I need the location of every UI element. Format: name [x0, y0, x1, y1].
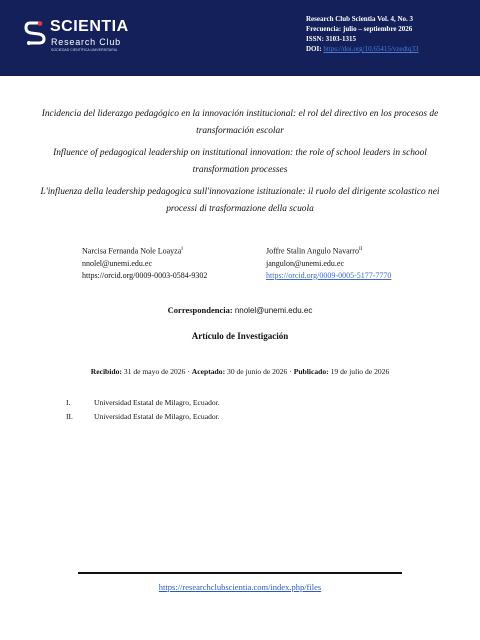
article-type: Artículo de Investigación [191, 331, 289, 341]
date-separator: · [187, 367, 190, 376]
received-label: Recibido: [90, 367, 122, 376]
scientia-logo-icon [24, 20, 46, 46]
publication-dates [0, 367, 480, 376]
correspondence-label: Correspondencia: [167, 305, 233, 315]
journal-name: Research Club Scientia Vol. 4, No. 3 [306, 15, 414, 23]
affiliation-item [66, 410, 220, 424]
issn: ISSN: 3103-1315 [306, 35, 356, 43]
author-name-text: Joffre Stalin Angulo Navarro [266, 246, 359, 256]
logo-title: SCIENTIA [50, 18, 129, 35]
affiliation-item [66, 396, 220, 410]
logo-subtitle: Research Club [51, 37, 121, 47]
author-name-text: Narcisa Fernanda Nole Loayza [82, 246, 182, 256]
doi-label: DOI: [306, 45, 324, 53]
affiliation-number: II. [66, 412, 73, 421]
affiliation-text: Universidad Estatal de Milagro, Ecuador. [94, 412, 220, 421]
received-date: 31 de mayo de 2026 [123, 367, 186, 376]
author-2 [266, 244, 391, 282]
author-affil-sup: II [358, 247, 363, 252]
date-separator: · [289, 367, 292, 376]
author-orcid-link[interactable]: https://orcid.org/0009-0005-5177-7770 [266, 270, 392, 280]
accepted-date: 30 de junio de 2026 [227, 367, 288, 376]
correspondence-email: nnolel@unemi.edu.ec [234, 306, 313, 315]
frequency: Frecuencia: julio – septiembre 2026 [306, 25, 413, 33]
author-email: jangulon@unemi.edu.ec [266, 258, 345, 268]
title-italian: L'influenza della leadership pedagogica sull'innovazione istituzionale: il ruolo del dirigente scolastico nei processi di trasformazione della scuola [40, 187, 440, 214]
article-titles [40, 106, 440, 223]
journal-meta [306, 14, 418, 54]
published-label: Publicado: [293, 367, 329, 376]
affiliations [66, 396, 220, 424]
author-name [266, 244, 391, 258]
doi-line [306, 44, 418, 54]
correspondence [0, 305, 480, 315]
title-english: Influence of pedagogical leadership on institutional innovation: the role of school leaders in school transformation processes [53, 148, 427, 175]
author-1 [82, 244, 207, 282]
affiliation-number: I. [66, 398, 71, 407]
author-orcid[interactable]: https://orcid.org/0009-0003-0584-9302 [82, 270, 208, 280]
footer-link[interactable]: https://researchclubscientia.com/index.php/files [158, 582, 322, 592]
author-affil-sup: I [181, 247, 183, 252]
title-spanish: Incidencia del liderazgo pedagógico en la innovación institucional: el rol del directivo en los procesos de transformación escolar [41, 109, 439, 136]
published-date: 19 de julio de 2026 [330, 367, 390, 376]
scientia-logo [24, 16, 129, 66]
affiliation-text: Universidad Estatal de Milagro, Ecuador. [94, 398, 220, 407]
doi-link[interactable]: https://doi.org/10.65415/vzedtq33 [323, 45, 419, 53]
footer-divider [78, 572, 402, 574]
author-name [82, 244, 207, 258]
author-email: nnolel@unemi.edu.ec [82, 258, 153, 268]
journal-header [0, 0, 480, 76]
logo-tagline: SOCIEDAD CIENTÍFICA UNIVERSITARIA [51, 48, 118, 52]
accepted-label: Aceptado: [191, 367, 226, 376]
